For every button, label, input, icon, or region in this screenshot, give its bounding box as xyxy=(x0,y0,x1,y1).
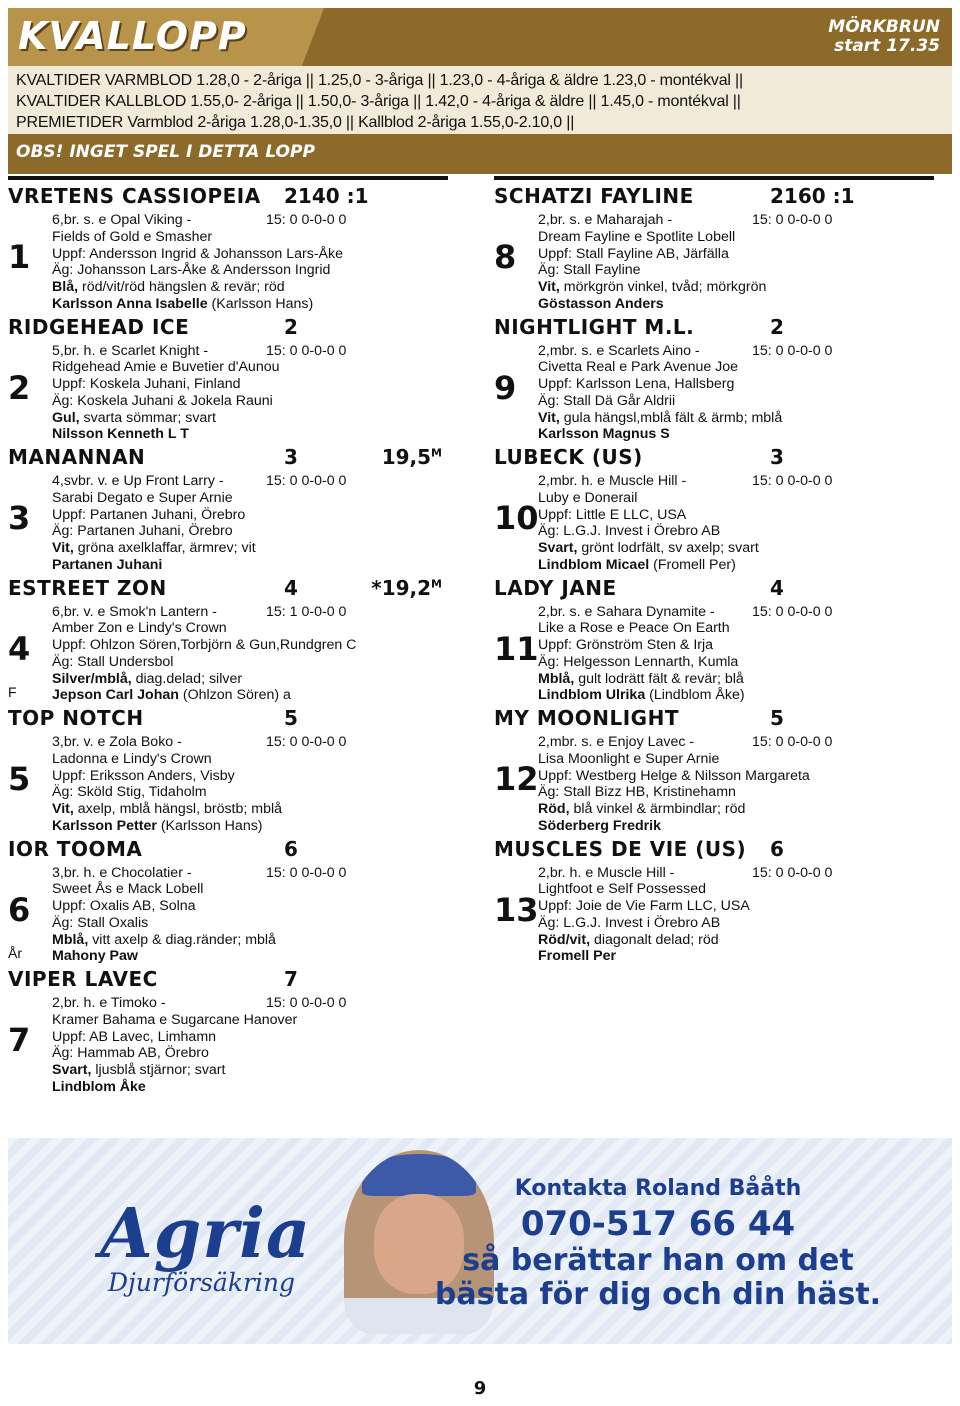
age-sex-sire: 6,br. s. e Opal Viking - xyxy=(52,212,192,228)
trainer-note: (Karlsson Hans) xyxy=(156,817,263,834)
colors-detail: diag.delad; silver xyxy=(131,670,243,687)
distance: 4 xyxy=(284,575,298,600)
horse-details xyxy=(538,342,833,444)
dam-row: Dream Fayline e Spotlite Lobell xyxy=(538,228,736,245)
horse-details xyxy=(538,603,833,705)
age-sex-sire: 4,svbr. v. e Up Front Larry - xyxy=(52,473,224,489)
horse-details xyxy=(52,734,347,835)
horse-entry xyxy=(494,441,934,572)
breeder-row: Uppf: Grönström Sten & Irja xyxy=(538,637,714,654)
breeder-row: Uppf: AB Lavec, Limhamn xyxy=(52,1028,217,1045)
horse-entry xyxy=(8,311,448,442)
horse-name: LADY JANE xyxy=(494,575,617,600)
dam-row: Lisa Moonlight e Super Arnie xyxy=(538,750,720,767)
colors-row xyxy=(538,932,750,949)
colors-row xyxy=(538,279,766,296)
pedigree-row xyxy=(538,864,833,882)
horse-name: LUBECK (US) xyxy=(494,445,643,469)
header-bar xyxy=(8,8,952,66)
owner-row: Äg: Helgesson Lennarth, Kumla xyxy=(538,653,739,670)
colors-main: Vit, xyxy=(538,279,560,296)
dam-row: Ladonna e Lindy's Crown xyxy=(52,750,212,767)
colors-detail: grönt lodrfält, sv axelp; svart xyxy=(577,540,759,557)
colors-main: Vit, xyxy=(52,540,74,557)
driver-name: Mahony Paw xyxy=(52,948,138,965)
colors-row xyxy=(538,540,759,557)
stats-15: 15: 1 0-0-0 0 xyxy=(266,603,347,620)
breeder-row: Uppf: Ohlzon Sören,Torbjörn & Gun,Rundgren C xyxy=(52,637,357,654)
owner-row: Äg: Sköld Stig, Tidaholm xyxy=(52,784,207,801)
start-number: 7 xyxy=(8,1021,31,1059)
horse-details xyxy=(52,604,356,705)
distance: 6 xyxy=(284,836,298,861)
ad-message xyxy=(378,1174,938,1312)
distance: 4 xyxy=(770,575,784,600)
colors-row xyxy=(52,279,343,296)
pedigree-row xyxy=(52,864,347,882)
start-number: 2 xyxy=(8,368,31,407)
colors-row xyxy=(52,671,356,688)
age-sex-sire: 3,br. v. e Zola Boko - xyxy=(52,734,182,750)
breeder-row: Uppf: Andersson Ingrid & Johansson Lars-Åke xyxy=(52,245,344,262)
driver-name: Karlsson Petter xyxy=(52,817,157,834)
horse-entry xyxy=(494,833,934,964)
driver-name: Söderberg Fredrik xyxy=(538,817,661,834)
horse-name: IOR TOOMA xyxy=(8,836,143,861)
colors-detail: mörkgrön vinkel, tvåd; mörkgrön xyxy=(559,279,767,296)
age-sex-sire: 5,br. h. e Scarlet Knight - xyxy=(52,342,209,359)
dam-row: Lightfoot e Self Possessed xyxy=(538,881,706,898)
horse-name: RIDGEHEAD ICE xyxy=(8,314,190,339)
stats-15: 15: 0 0-0-0 0 xyxy=(752,212,833,228)
record-time xyxy=(371,576,442,600)
distance: 5 xyxy=(770,706,784,730)
driver-name: Lindblom Ulrika xyxy=(538,687,646,704)
obs-banner xyxy=(8,134,952,174)
breeder-row: Uppf: Eriksson Anders, Visby xyxy=(52,767,235,784)
horse-entry xyxy=(494,572,934,703)
trainer-note: (Lindblom Åke) xyxy=(645,687,745,704)
colors-row xyxy=(52,410,280,427)
dam-row: Civetta Real e Park Avenue Joe xyxy=(538,359,739,376)
horse-name: MY MOONLIGHT xyxy=(494,706,679,730)
colors-main: Svart, xyxy=(52,1062,92,1079)
horse-name: MANANNAN xyxy=(8,445,146,469)
breeder-row: Uppf: Little E LLC, USA xyxy=(538,506,687,523)
start-number: 8 xyxy=(494,238,517,276)
colors-main: Silver/mblå, xyxy=(52,670,132,687)
start-number: 13 xyxy=(494,890,539,929)
stats-15: 15: 0 0-0-0 0 xyxy=(752,473,833,489)
dam-row: Like a Rose e Peace On Earth xyxy=(538,620,730,637)
entry-tag: F xyxy=(8,683,17,700)
track-name: MÖRKBRUN xyxy=(828,17,940,37)
horse-name: ESTREET ZON xyxy=(8,575,167,600)
ad-line-3: så berättar han om det xyxy=(462,1243,854,1278)
horse-entry xyxy=(8,572,448,703)
colors-detail: blå vinkel & ärmbindlar; röd xyxy=(569,801,746,818)
driver-name: Partanen Juhani xyxy=(52,556,163,573)
stats-15: 15: 0 0-0-0 0 xyxy=(752,342,833,359)
entries-right-column xyxy=(494,176,934,963)
dam-row: Kramer Bahama e Sugarcane Hanover xyxy=(52,1011,298,1028)
record-value: 19,5 xyxy=(381,445,432,469)
age-sex-sire: 2,mbr. s. e Enjoy Lavec - xyxy=(538,734,695,750)
colors-main: Röd, xyxy=(538,801,570,818)
distance: 7 xyxy=(284,967,298,991)
pedigree-row xyxy=(52,342,347,360)
dam-row: Luby e Donerail xyxy=(538,489,638,506)
start-number: 6 xyxy=(8,890,31,929)
owner-row: Äg: Stall Undersbol xyxy=(52,653,174,670)
dam-row: Sweet Ås e Mack Lobell xyxy=(52,881,204,898)
driver-name: Nilsson Kenneth L T xyxy=(52,426,189,443)
age-sex-sire: 2,br. h. e Muscle Hill - xyxy=(538,864,675,881)
record-time xyxy=(382,445,442,469)
owner-row: Äg: Johansson Lars-Åke & Andersson Ingrid xyxy=(52,262,331,279)
distance: 2 xyxy=(770,314,784,339)
horse-details xyxy=(538,864,833,966)
trainer-note: (Karlsson Hans) xyxy=(207,295,314,312)
distance: 3 xyxy=(770,445,784,469)
ad-line-4: bästa för dig och din häst. xyxy=(434,1277,882,1312)
start-number: 1 xyxy=(8,238,31,276)
driver-name: Fromell Per xyxy=(538,948,617,965)
dam-row: Amber Zon e Lindy's Crown xyxy=(52,620,227,637)
pedigree-row xyxy=(52,995,347,1012)
age-sex-sire: 2,br. s. e Maharajah - xyxy=(538,212,673,228)
start-time: start 17.35 xyxy=(834,36,940,56)
record-suffix: M xyxy=(431,446,442,460)
driver-row xyxy=(52,1079,297,1096)
breeder-row: Uppf: Joie de Vie Farm LLC, USA xyxy=(538,898,750,915)
age-sex-sire: 2,br. s. e Sahara Dynamite - xyxy=(538,603,715,620)
age-sex-sire: 3,br. h. e Chocolatier - xyxy=(52,864,192,881)
pedigree-row xyxy=(538,342,833,360)
start-number: 5 xyxy=(8,760,31,798)
owner-row: Äg: Stall Dä Går Aldrii xyxy=(538,392,676,409)
horse-details xyxy=(52,995,347,1096)
colors-main: Vit, xyxy=(538,409,560,426)
stats-15: 15: 0 0-0-0 0 xyxy=(266,734,347,750)
track-info xyxy=(828,18,940,56)
pedigree-row xyxy=(538,212,833,229)
stats-15: 15: 0 0-0-0 0 xyxy=(266,995,347,1011)
stats-15: 15: 0 0-0-0 0 xyxy=(266,212,347,228)
pedigree-row xyxy=(52,473,347,490)
dam-row: Sarabi Degato e Super Arnie xyxy=(52,489,233,506)
colors-row xyxy=(52,801,282,818)
age-sex-sire: 2,mbr. s. e Scarlets Aino - xyxy=(538,342,700,359)
breeder-row: Uppf: Westberg Helge & Nilsson Margareta xyxy=(538,767,810,784)
entries-left-column xyxy=(8,176,448,1094)
colors-detail: gult lodrätt fält & revär; blå xyxy=(574,670,744,687)
colors-detail: diagonalt delad; röd xyxy=(590,931,719,948)
stats-15: 15: 0 0-0-0 0 xyxy=(266,864,347,881)
horse-name: SCHATZI FAYLINE xyxy=(494,184,694,208)
owner-row: Äg: L.G.J. Invest i Örebro AB xyxy=(538,914,721,931)
start-number: 12 xyxy=(494,760,539,798)
horse-name: TOP NOTCH xyxy=(8,706,144,730)
distance: 2140 :1 xyxy=(284,184,369,208)
driver-name: Karlsson Magnus S xyxy=(538,426,670,443)
age-sex-sire: 2,mbr. h. e Muscle Hill - xyxy=(538,473,687,489)
colors-detail: axelp, mblå hängsl, bröstb; mblå xyxy=(73,801,283,818)
colors-main: Röd/vit, xyxy=(538,931,591,948)
agria-advertisement xyxy=(8,1138,952,1344)
driver-name: Lindblom Åke xyxy=(52,1078,146,1095)
driver-row xyxy=(538,948,750,965)
horse-entry xyxy=(8,702,448,833)
colors-row xyxy=(52,1062,297,1079)
distance: 6 xyxy=(770,836,784,861)
colors-detail: gröna axelklaffar, ärmrev; vit xyxy=(73,540,256,557)
obs-text: OBS! INGET SPEL I DETTA LOPP xyxy=(16,142,315,162)
owner-row: Äg: Stall Bizz HB, Kristinehamn xyxy=(538,784,736,801)
horse-entry xyxy=(8,441,448,572)
stats-15: 15: 0 0-0-0 0 xyxy=(752,734,833,750)
pedigree-row xyxy=(538,734,833,751)
page-number: 9 xyxy=(473,1378,487,1399)
driver-name: Lindblom Micael xyxy=(538,556,650,573)
pedigree-row xyxy=(538,603,833,621)
entry-tag: År xyxy=(8,944,22,961)
info-line-3: PREMIETIDER Varmblod 2-åriga 1.28,0-1.35,0 || Kallblod 2-åriga 1.55,0-2.10,0 || xyxy=(16,114,575,131)
colors-main: Mblå, xyxy=(538,670,575,687)
ad-phone: 070-517 66 44 xyxy=(520,1204,796,1244)
horse-name: VRETENS CASSIOPEIA xyxy=(8,184,261,208)
colors-main: Svart, xyxy=(538,540,578,557)
start-number: 4 xyxy=(8,629,31,668)
colors-row xyxy=(52,932,276,949)
breeder-row: Uppf: Karlsson Lena, Hallsberg xyxy=(538,376,735,393)
breeder-row: Uppf: Koskela Juhani, Finland xyxy=(52,376,241,393)
age-sex-sire: 2,br. h. e Timoko - xyxy=(52,995,166,1011)
horse-details xyxy=(52,212,347,313)
horse-entry xyxy=(494,311,934,442)
colors-row xyxy=(538,410,782,427)
start-number: 3 xyxy=(8,499,31,537)
info-line-1: KVALTIDER VARMBLOD 1.28,0 - 2-åriga || 1.25,0 - 3-åriga || 1.23,0 - 4-åriga & äldre 1.23,0 - montékval || xyxy=(16,72,743,89)
colors-detail: röd/vit/röd hängslen & revär; röd xyxy=(78,279,285,296)
trainer-note: (Ohlzon Sören) a xyxy=(178,687,291,704)
horse-details xyxy=(538,734,833,835)
colors-detail: vitt axelp & diag.ränder; mblå xyxy=(88,931,276,948)
horse-name: MUSCLES DE VIE (US) xyxy=(494,836,747,861)
colors-detail: ljusblå stjärnor; svart xyxy=(91,1062,226,1079)
dam-row: Ridgehead Amie e Buvetier d'Aunou xyxy=(52,359,280,376)
horse-name: VIPER LAVEC xyxy=(8,967,158,991)
owner-row: Äg: Stall Oxalis xyxy=(52,914,149,931)
age-sex-sire: 6,br. v. e Smok'n Lantern - xyxy=(52,603,217,620)
colors-row xyxy=(52,540,256,557)
pedigree-row xyxy=(52,212,347,229)
trainer-note: (Fromell Per) xyxy=(649,556,736,573)
distance: 5 xyxy=(284,706,298,730)
stats-15: 15: 0 0-0-0 0 xyxy=(752,864,833,881)
dam-row: Fields of Gold e Smasher xyxy=(52,228,213,245)
owner-row: Äg: L.G.J. Invest i Örebro AB xyxy=(538,523,721,540)
horse-details xyxy=(52,864,347,966)
driver-name: Jepson Carl Johan xyxy=(52,687,179,704)
stats-15: 15: 0 0-0-0 0 xyxy=(266,473,347,489)
owner-row: Äg: Hammab AB, Örebro xyxy=(52,1045,209,1062)
driver-name: Göstasson Anders xyxy=(538,295,664,312)
horse-entry xyxy=(8,180,448,311)
owner-row: Äg: Koskela Juhani & Jokela Rauni xyxy=(52,392,273,409)
start-number: 9 xyxy=(494,368,517,407)
colors-detail: svarta sömmar; svart xyxy=(79,409,216,426)
agria-tagline: Djurförsäkring xyxy=(108,1268,296,1297)
horse-details xyxy=(52,342,347,444)
ad-contact: Kontakta Roland Bååth xyxy=(514,1176,802,1201)
distance: 3 xyxy=(284,445,298,469)
horse-entry xyxy=(8,833,448,964)
start-number: 11 xyxy=(494,629,539,668)
owner-row: Äg: Stall Fayline xyxy=(538,262,641,279)
horse-entry xyxy=(8,963,448,1094)
horse-details xyxy=(538,212,833,313)
colors-row xyxy=(538,671,745,688)
pedigree-row xyxy=(538,473,833,490)
breeder-row: Uppf: Oxalis AB, Solna xyxy=(52,898,196,915)
colors-row xyxy=(538,801,810,818)
agria-logo: Agria xyxy=(100,1194,312,1274)
record-value: *19,2 xyxy=(371,575,432,600)
colors-main: Mblå, xyxy=(52,931,89,948)
horse-entry xyxy=(494,702,934,833)
pedigree-row xyxy=(52,604,356,621)
horse-details xyxy=(52,473,347,574)
owner-row: Äg: Partanen Juhani, Örebro xyxy=(52,523,233,540)
distance: 2160 :1 xyxy=(770,184,855,208)
horse-entry xyxy=(494,180,934,311)
horse-details xyxy=(538,473,833,574)
colors-main: Vit, xyxy=(52,801,74,818)
race-title: KVALLOPP xyxy=(18,14,247,58)
horse-name: NIGHTLIGHT M.L. xyxy=(494,314,695,339)
driver-name: Karlsson Anna Isabelle xyxy=(52,295,208,312)
breeder-row: Uppf: Stall Fayline AB, Järfälla xyxy=(538,245,729,262)
start-number: 10 xyxy=(494,499,539,537)
colors-main: Gul, xyxy=(52,409,80,426)
info-line-2: KVALTIDER KALLBLOD 1.55,0- 2-åriga || 1.50,0- 3-åriga || 1.42,0 - 4-åriga & äldre || 1.45,0 - montékval || xyxy=(16,93,741,110)
stats-15: 15: 0 0-0-0 0 xyxy=(752,603,833,620)
stats-15: 15: 0 0-0-0 0 xyxy=(266,342,347,359)
colors-detail: gula hängsl,mblå fält & ärmb; mblå xyxy=(559,409,783,426)
breeder-row: Uppf: Partanen Juhani, Örebro xyxy=(52,506,246,523)
distance: 2 xyxy=(284,314,298,339)
colors-main: Blå, xyxy=(52,279,79,296)
record-suffix: M xyxy=(431,576,442,590)
pedigree-row xyxy=(52,734,347,751)
